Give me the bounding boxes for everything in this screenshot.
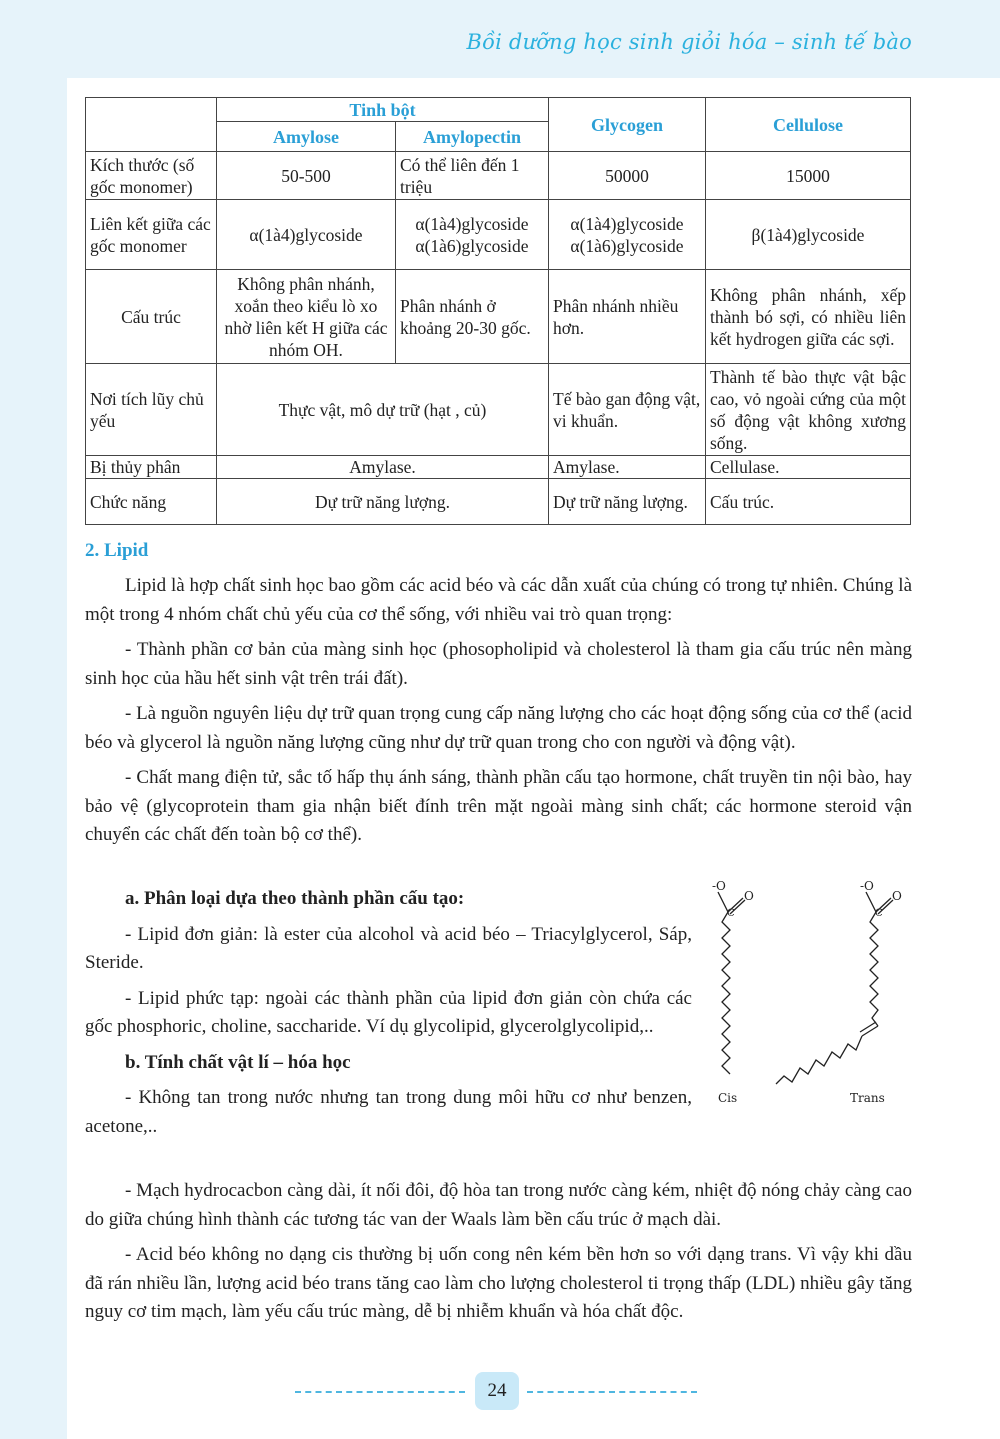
cell-glycogen: Tế bào gan động vật, vi khuẩn. bbox=[549, 364, 706, 456]
trans-charge: - bbox=[860, 879, 865, 893]
list-item: - Lipid phức tạp: ngoài các thành phần của lipid đơn giản còn chứa các gốc phosphoric, choline, saccharide. Ví dụ glycolipid, glycerolglycolipid,.. bbox=[85, 987, 692, 1037]
cell-amylose: α(1à4)glycoside bbox=[217, 200, 396, 270]
cell-amylose: Không phân nhánh, xoắn theo kiểu lò xo nhờ liên kết H giữa các nhóm OH. bbox=[217, 270, 396, 364]
table-row bbox=[86, 152, 911, 200]
starch-group-header: Tinh bột bbox=[217, 98, 549, 122]
cell-cellulose: Thành tế bào thực vật bậc cao, vỏ ngoài cứng của một số động vật không xương sống. bbox=[706, 364, 911, 456]
list-item: - Acid béo không no dạng cis thường bị uốn cong nên kém bền hơn so với dạng trans. Vì vậy khi dầu đã rán nhiều lần, lượng acid béo trans tăng cao làm cho lượng cholesterol ti trọng thấp (LDL) nhiều gây tăng nguy cơ tim mạch, làm yếu cấu trúc màng, dễ bị nhiễm khuẩn và hóa chất độc. bbox=[85, 1244, 912, 1322]
cell-amylopectin: Phân nhánh ở khoảng 20-30 gốc. bbox=[396, 270, 549, 364]
cell-cellulose: Không phân nhánh, xếp thành bó sợi, có nhiều liên kết hydrogen giữa các sợi. bbox=[706, 270, 911, 364]
trans-o-left: O bbox=[864, 879, 874, 893]
subheading-a: a. Phân loại dựa theo thành phần cấu tạo: bbox=[125, 888, 465, 909]
table-row bbox=[86, 479, 911, 525]
table-row bbox=[86, 270, 911, 364]
cell-amylopectin: Có thể liên đến 1 triệu bbox=[396, 152, 549, 200]
cis-carbon: C bbox=[727, 908, 735, 919]
cell-glycogen bbox=[549, 200, 706, 270]
cis-label: Cis bbox=[718, 1091, 738, 1105]
cell-glycogen: Dự trữ năng lượng. bbox=[549, 479, 706, 525]
list-item: - Mạch hydrocacbon càng dài, ít nối đôi, độ hòa tan trong nước càng kém, nhiệt độ nóng chảy càng cao do giữa chúng hình thành các tương tác van der Waals làm bền cấu trúc ở mạch dài. bbox=[85, 1180, 912, 1230]
row-label: Cấu trúc bbox=[86, 270, 217, 364]
table-row bbox=[86, 364, 911, 456]
cell-glycogen: Amylase. bbox=[549, 456, 706, 479]
list-item: - Lipid đơn giản: là ester của alcohol và acid béo – Triacylglycerol, Sáp, Steride. bbox=[85, 923, 692, 973]
table-row bbox=[86, 200, 911, 270]
trans-carbon: C bbox=[875, 908, 883, 919]
col-header-glycogen: Glycogen bbox=[549, 98, 706, 152]
page-footer bbox=[0, 1372, 1000, 1412]
cis-molecule bbox=[718, 892, 745, 1074]
cell-starch: Amylase. bbox=[217, 456, 549, 479]
polysaccharide-comparison-table bbox=[85, 97, 911, 525]
cell-glycogen: 50000 bbox=[549, 152, 706, 200]
cell-starch: Thực vật, mô dự trữ (hạt , củ) bbox=[217, 364, 549, 456]
intro-paragraph: Lipid là hợp chất sinh học bao gồm các acid béo và các dẫn xuất của chúng có trong tự nhiên. Chúng là một trong 4 nhóm chất chủ yếu của cơ thể sống, với nhiều vai trò quan trọng: bbox=[85, 575, 912, 625]
properties-block bbox=[85, 1177, 912, 1334]
bullet-paragraph: - Là nguồn nguyên liệu dự trữ quan trọng cung cấp năng lượng cho các hoạt động sống của cơ thể (acid béo và glycerol là nguồn năng lượng cũng như dự trữ quan trong cho con người và động vật). bbox=[85, 703, 913, 753]
cis-o-left: O bbox=[716, 879, 726, 893]
cell-starch: Dự trữ năng lượng. bbox=[217, 479, 549, 525]
bond-line: α(1à6)glycoside bbox=[415, 235, 529, 256]
subheading-b: b. Tính chất vật lí – hóa học bbox=[125, 1051, 351, 1073]
bond-line: α(1à4)glycoside bbox=[570, 213, 684, 234]
row-label: Chức năng bbox=[86, 479, 217, 525]
cell-amylose: 50-500 bbox=[217, 152, 396, 200]
bullet-paragraph: - Thành phần cơ bản của màng sinh học (phosopholipid và cholesterol là tham gia cấu trúc nên màng sinh học của hầu hết sinh vật trên trái đất). bbox=[85, 639, 912, 689]
list-item: - Không tan trong nước nhưng tan trong dung môi hữu cơ như benzen, acetone,.. bbox=[85, 1087, 692, 1137]
cell-cellulose: Cellulase. bbox=[706, 456, 911, 479]
bond-line: α(1à4)glycoside bbox=[415, 213, 529, 234]
footer-dash-left bbox=[295, 1391, 465, 1393]
cis-charge: - bbox=[712, 879, 717, 893]
classification-block bbox=[85, 885, 692, 1148]
row-label: Bị thủy phân bbox=[86, 456, 217, 479]
cell-cellulose: 15000 bbox=[706, 152, 911, 200]
trans-label: Trans bbox=[850, 1091, 885, 1105]
page-number: 24 bbox=[475, 1372, 519, 1410]
row-label: Kích thước (số gốc monomer) bbox=[86, 152, 217, 200]
cell-cellulose: Cấu trúc. bbox=[706, 479, 911, 525]
cis-o-right: O bbox=[744, 889, 754, 903]
section-heading: 2. Lipid bbox=[85, 540, 149, 561]
row-label: Liên kết giữa các gốc monomer bbox=[86, 200, 217, 270]
intro-block bbox=[85, 572, 912, 857]
col-header-cellulose: Cellulose bbox=[706, 98, 911, 152]
row-label: Nơi tích lũy chủ yếu bbox=[86, 364, 217, 456]
cell-glycogen: Phân nhánh nhiều hơn. bbox=[549, 270, 706, 364]
col-header-amylopectin: Amylopectin bbox=[396, 122, 549, 152]
table-corner-cell bbox=[86, 98, 217, 152]
cell-amylopectin bbox=[396, 200, 549, 270]
col-header-amylose: Amylose bbox=[217, 122, 396, 152]
bond-line: α(1à6)glycoside bbox=[570, 235, 684, 256]
running-header: Bồi dưỡng học sinh giỏi hóa – sinh tế bào bbox=[466, 30, 912, 54]
table-row bbox=[86, 456, 911, 479]
cis-trans-fatty-acid-figure bbox=[700, 878, 910, 1118]
trans-molecule bbox=[776, 892, 893, 1084]
trans-o-right: O bbox=[892, 889, 902, 903]
bullet-paragraph: - Chất mang điện tử, sắc tố hấp thụ ánh sáng, thành phần cấu tạo hormone, chất truyền tin nội bào, hay bảo vệ (glycoprotein tham gia nhận biết đính trên mặt ngoài màng sinh chất; các hormone steroid vận chuyển các chất đến toàn bộ cơ thể). bbox=[85, 767, 912, 845]
footer-dash-right bbox=[527, 1391, 697, 1393]
cell-cellulose: β(1à4)glycoside bbox=[706, 200, 911, 270]
